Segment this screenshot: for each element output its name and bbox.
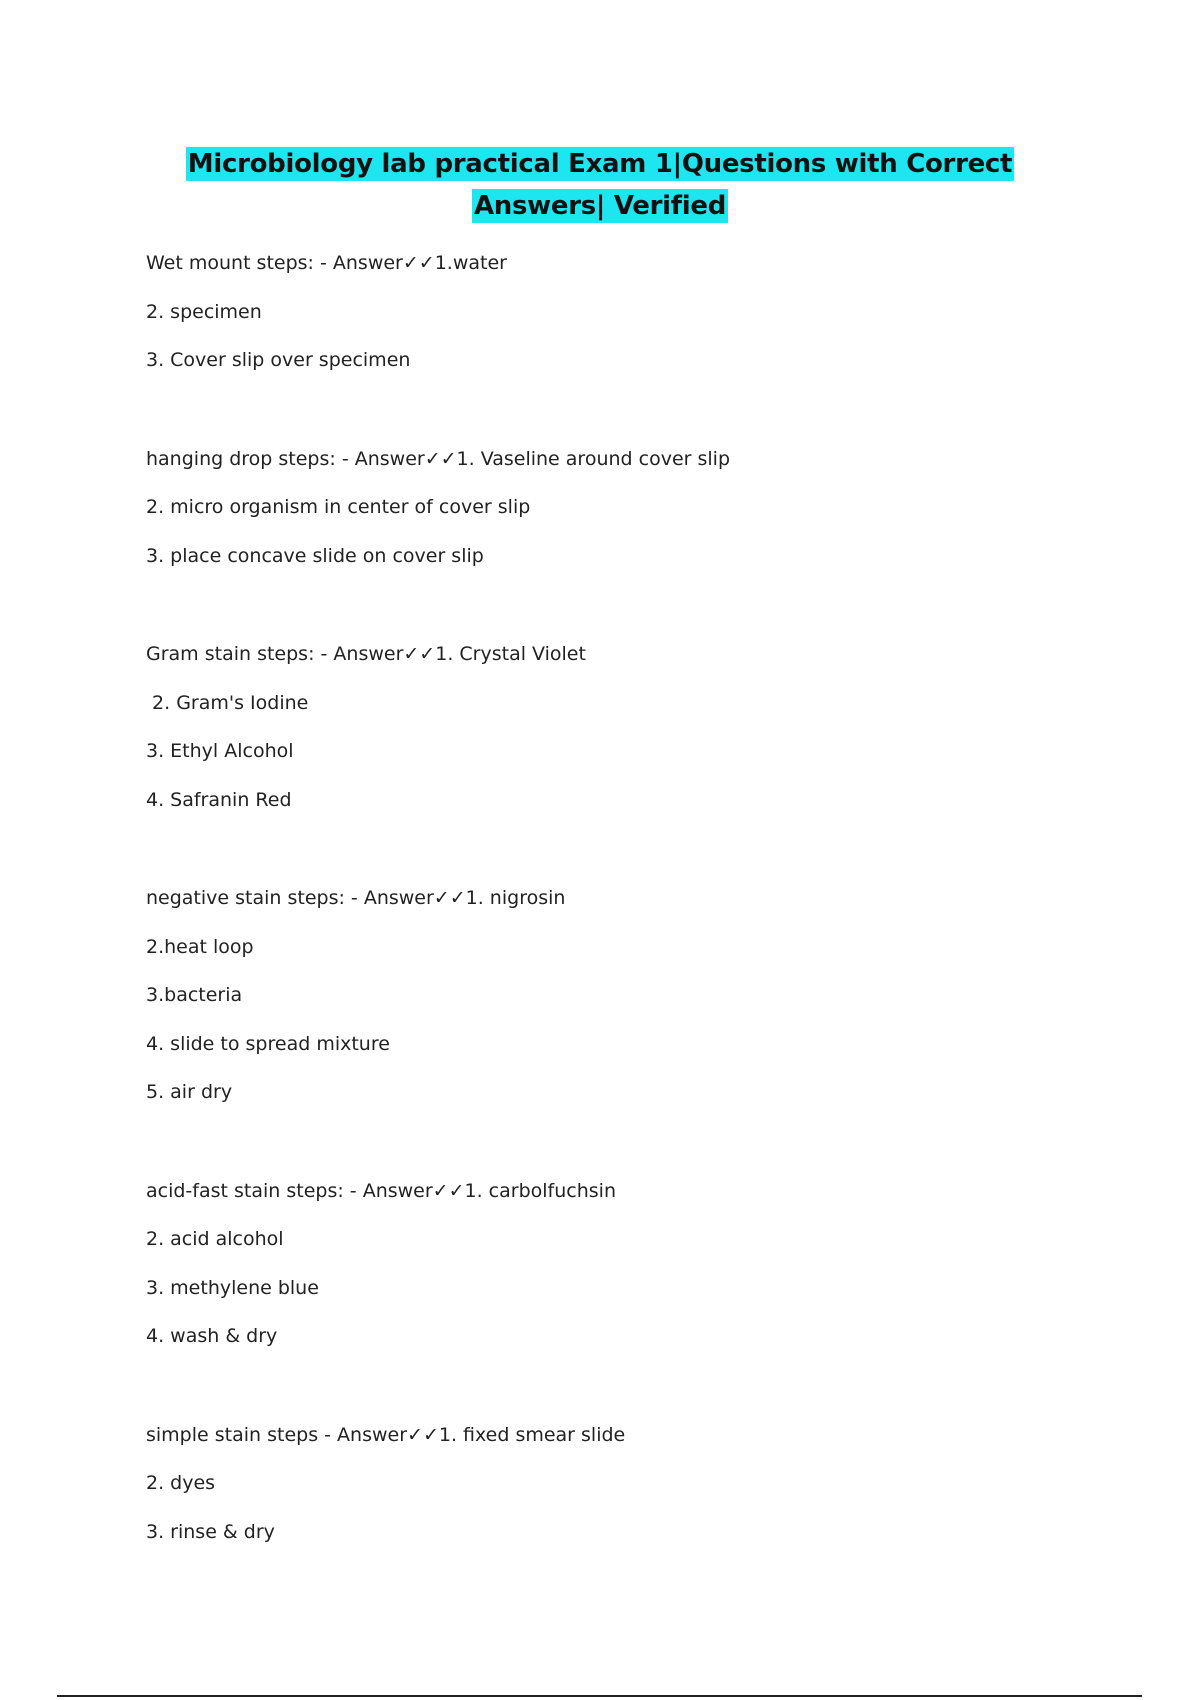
- title-line-2: Answers| Verified: [473, 191, 727, 221]
- answer-step: 4. slide to spread mixture: [146, 1032, 390, 1055]
- question-wet-mount: [146, 248, 1096, 394]
- page-title: [0, 143, 1200, 227]
- question-gram-stain: [146, 639, 1096, 833]
- answer-step: 2.heat loop: [146, 935, 254, 958]
- answer-step: 3. rinse & dry: [146, 1520, 275, 1543]
- title-line-1: Microbiology lab practical Exam 1|Questions with Correct: [187, 149, 1013, 179]
- question-line: hanging drop steps: - Answer✓✓1. Vaseline around cover slip: [146, 447, 731, 470]
- answer-step: 2. Gram's Iodine: [146, 691, 309, 714]
- question-simple-stain: [146, 1420, 1096, 1566]
- question-line: Gram stain steps: - Answer✓✓1. Crystal Violet: [146, 643, 586, 665]
- answer-step: 3. Ethyl Alcohol: [146, 740, 294, 762]
- answer-step: 4. Safranin Red: [146, 788, 292, 811]
- footer-divider: [57, 1695, 1142, 1697]
- question-line: acid-fast stain steps: - Answer✓✓1. carbolfuchsin: [146, 1179, 616, 1202]
- question-list: [146, 248, 1096, 1615]
- answer-step: 3. Cover slip over specimen: [146, 349, 411, 371]
- answer-step: 3. methylene blue: [146, 1276, 319, 1299]
- question-negative-stain: [146, 883, 1096, 1126]
- answer-step: 2. dyes: [146, 1472, 216, 1494]
- answer-step: 4. wash & dry: [146, 1325, 278, 1347]
- question-line: Wet mount steps: - Answer✓✓1.water: [146, 252, 507, 274]
- answer-step: 5. air dry: [146, 1081, 233, 1103]
- answer-step: 2. micro organism in center of cover slip: [146, 496, 531, 518]
- answer-step: 3. place concave slide on cover slip: [146, 544, 484, 567]
- question-hanging-drop: [146, 444, 1096, 590]
- question-line: simple stain steps - Answer✓✓1. fixed smear slide: [146, 1423, 626, 1446]
- answer-step: 2. acid alcohol: [146, 1228, 284, 1250]
- question-line: negative stain steps: - Answer✓✓1. nigrosin: [146, 887, 566, 909]
- question-acid-fast-stain: [146, 1176, 1096, 1370]
- answer-step: 2. specimen: [146, 300, 262, 323]
- answer-step: 3.bacteria: [146, 984, 243, 1006]
